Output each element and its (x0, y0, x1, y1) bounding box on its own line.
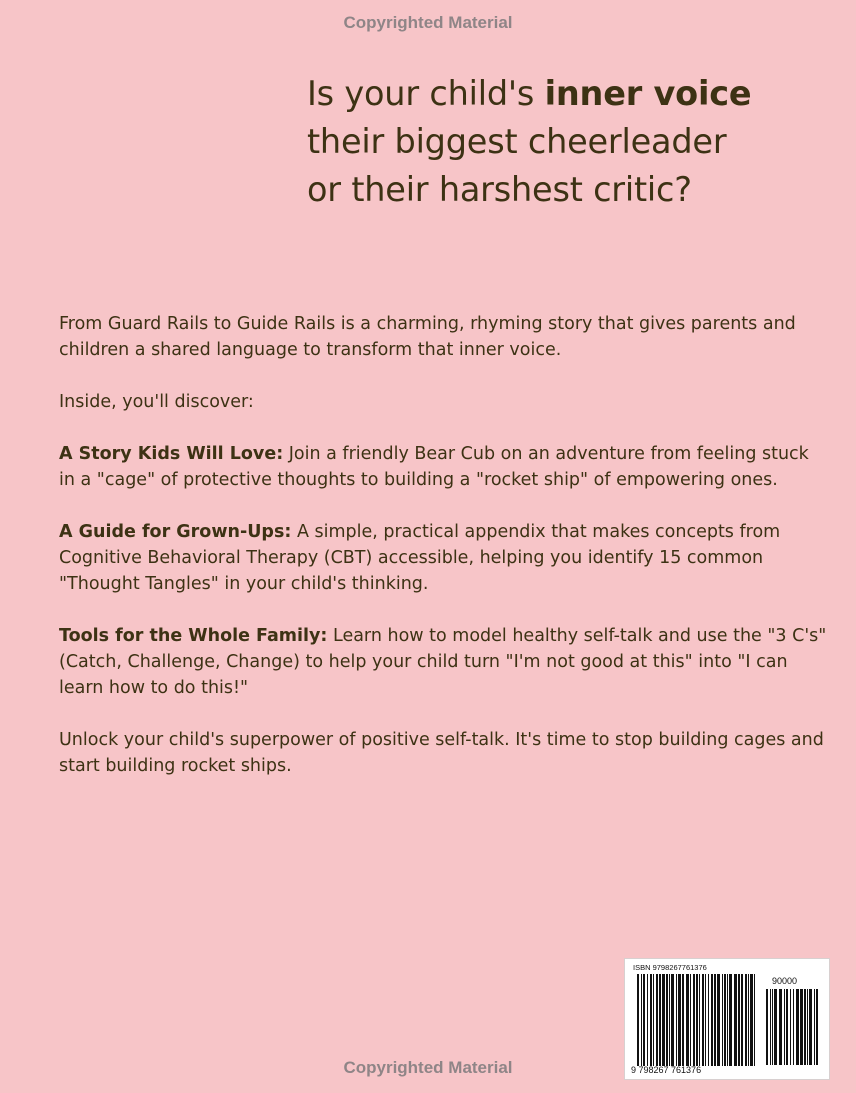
description-body (59, 311, 829, 805)
intro-paragraph: From Guard Rails to Guide Rails is a charming, rhyming story that gives parents and children a shared language to transform that inner voice. (59, 314, 796, 360)
barcode-bars-icon (637, 974, 759, 1066)
section-title: Tools for the Whole Family: (59, 626, 328, 646)
headline-line-3: or their harshest critic? (307, 170, 692, 209)
barcode-digits: 9 798267 761376 (631, 1065, 702, 1075)
section-text: A simple, practical appendix that makes concepts from Cognitive Behavioral Therapy (CBT) accessible, helping you identify 15 common "Thought Tangles" in your child's thinking. (59, 522, 781, 594)
price-code: 90000 (772, 976, 798, 986)
addon-barcode-bars-icon (766, 989, 818, 1065)
copyright-watermark-top: Copyrighted Material (343, 13, 513, 32)
headline-line-2: their biggest cheerleader (307, 122, 727, 161)
section-text: Learn how to model healthy self-talk and use the "3 C's" (Catch, Challenge, Change) to help your child turn "I'm not good at this" into "I can learn how to do this!" (59, 626, 827, 698)
copyright-watermark-bottom: Copyrighted Material (343, 1058, 513, 1077)
isbn-label: ISBN 9798267761376 (633, 963, 707, 972)
section-title: A Story Kids Will Love: (59, 444, 284, 464)
closing-paragraph: Unlock your child's superpower of positive self-talk. It's time to stop building cages and start building rocket ships. (59, 730, 824, 776)
section-guide (59, 519, 829, 597)
headline (307, 70, 847, 214)
section-story (59, 441, 829, 493)
headline-prefix: Is your child's (307, 74, 545, 113)
headline-line-1 (307, 70, 847, 118)
section-title: A Guide for Grown-Ups: (59, 522, 292, 542)
inside-paragraph: Inside, you'll discover: (59, 392, 254, 412)
section-text: Join a friendly Bear Cub on an adventure from feeling stuck in a "cage" of protective thoughts to building a "rocket ship" of empowering ones. (59, 444, 809, 490)
headline-emphasis: inner voice (544, 74, 752, 113)
section-tools (59, 623, 829, 701)
